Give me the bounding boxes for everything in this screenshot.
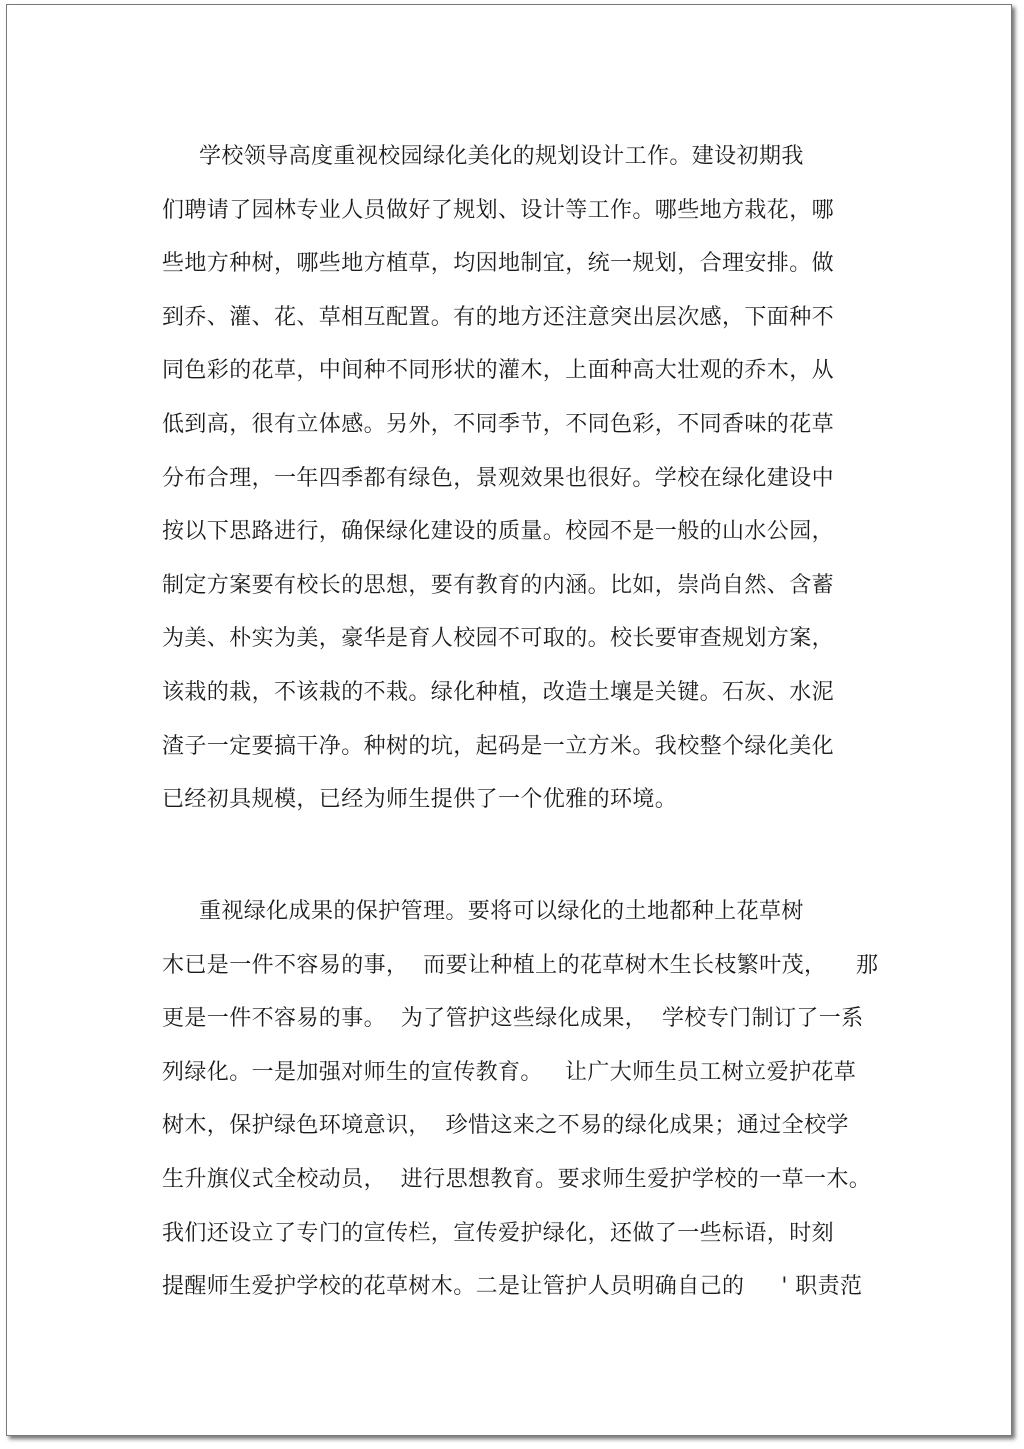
text-line: 木已是一件不容易的事， 而要让种植上的花草树木生长枝繁叶茂， 那: [162, 952, 879, 978]
text-line: 按以下思路进行，确保绿化建设的质量。校园不是一般的山水公园，: [162, 519, 835, 545]
text-line: 列绿化。一是加强对师生的宣传教育。 让广大师生员工树立爱护花草: [162, 1059, 857, 1085]
text-line: 生升旗仪式全校动员， 进行思想教育。要求师生爱护学校的一草一木。: [162, 1166, 872, 1192]
text-line: 分布合理，一年四季都有绿色，景观效果也很好。学校在绿化建设中: [162, 465, 835, 491]
text-line: 些地方种树，哪些地方植草，均因地制宜，统一规划，合理安排。做: [162, 251, 835, 277]
text-line: 我们还设立了专门的宣传栏，宣传爱护绿化，还做了一些标语，时刻: [162, 1220, 835, 1246]
text-line: 提醒师生爱护学校的花草树木。二是让管护人员明确自己的 ' 职责范: [162, 1274, 863, 1300]
text-line: 渣子一定要搞干净。种树的坑，起码是一立方米。我校整个绿化美化: [162, 733, 835, 759]
text-line: 为美、朴实为美，豪华是育人校园不可取的。校长要审查规划方案，: [162, 626, 835, 652]
text-line: 该栽的栽，不该栽的不栽。绿化种植，改造土壤是关键。石灰、水泥: [162, 679, 835, 705]
paragraph-greening-protection: [162, 885, 878, 1314]
text-line: 同色彩的花草，中间种不同形状的灌木，上面种高大壮观的乔木，从: [162, 358, 835, 384]
text-line: 重视绿化成果的保护管理。要将可以绿化的土地都种上花草树: [162, 899, 804, 924]
text-line: 制定方案要有校长的思想，要有教育的内涵。比如，崇尚自然、含蓄: [162, 572, 835, 598]
text-line: 们聘请了园林专业人员做好了规划、设计等工作。哪些地方栽花，哪: [162, 197, 835, 223]
text-line: 到乔、灌、花、草相互配置。有的地方还注意突出层次感，下面种不: [162, 304, 835, 330]
text-line: 低到高，很有立体感。另外，不同季节，不同色彩，不同香味的花草: [162, 411, 835, 437]
document-page: [6, 4, 1012, 1436]
text-line: 树木，保护绿色环境意识， 珍惜这来之不易的绿化成果；通过全校学: [162, 1113, 849, 1139]
paragraph-greening-planning: [162, 130, 834, 827]
text-line: 学校领导高度重视校园绿化美化的规划设计工作。建设初期我: [162, 144, 804, 169]
text-line: 更是一件不容易的事。 为了管护这些绿化成果， 学校专门制订了一系: [162, 1006, 864, 1032]
text-line: 已经初具规模，已经为师生提供了一个优雅的环境。: [162, 787, 678, 813]
